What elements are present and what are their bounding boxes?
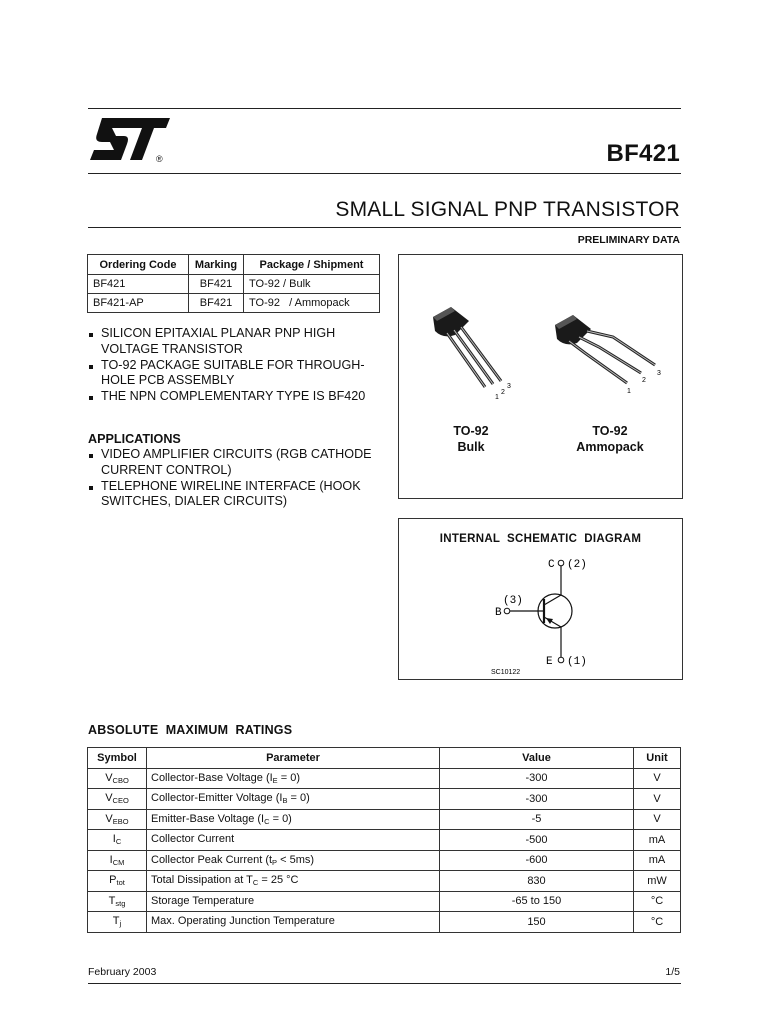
- ratings-header: Unit: [634, 748, 681, 769]
- bulk-label: [439, 423, 503, 455]
- base-pin: (3): [503, 595, 523, 607]
- registered-mark: ®: [156, 154, 163, 164]
- parameter-cell: Storage Temperature: [147, 891, 440, 912]
- symbol-cell: $T_j$: [88, 912, 147, 933]
- collector-label: C: [548, 559, 555, 571]
- parameter-cell: Collector-Base Voltage $(I_E = 0)$: [147, 768, 440, 789]
- ammo-pin-3: 3: [657, 370, 661, 377]
- ammopack-label-line1: TO-92: [592, 424, 628, 438]
- applications-heading: APPLICATIONS: [88, 432, 181, 446]
- bulk-label-line2: Bulk: [457, 440, 485, 454]
- table-row: [88, 768, 681, 789]
- unit-cell: V: [634, 809, 681, 830]
- ordering-header: Package / Shipment: [244, 255, 380, 275]
- package: TO-92 / Ammopack: [244, 294, 380, 313]
- schematic-code: SC10122: [491, 669, 521, 676]
- table-row: [88, 912, 681, 933]
- unit-cell: °C: [634, 891, 681, 912]
- ratings-header: Value: [440, 748, 634, 769]
- value-cell: -65 to 150: [440, 891, 634, 912]
- table-row: [88, 809, 681, 830]
- table-row: [88, 275, 380, 294]
- value-cell: -300: [440, 768, 634, 789]
- value-cell: -500: [440, 830, 634, 851]
- unit-cell: V: [634, 789, 681, 810]
- title-rule: [88, 227, 681, 228]
- schematic-figure: [398, 518, 683, 680]
- package-drawing: [399, 255, 682, 415]
- table-row: [88, 789, 681, 810]
- parameter-cell: Collector Current: [147, 830, 440, 851]
- st-logo: [90, 116, 172, 168]
- marking: BF421: [189, 275, 244, 294]
- parameter-cell: Emitter-Base Voltage $(I_C = 0)$: [147, 809, 440, 830]
- unit-cell: mW: [634, 871, 681, 892]
- part-number: BF421: [606, 140, 680, 167]
- footer-rule: [88, 983, 681, 984]
- unit-cell: mA: [634, 830, 681, 851]
- ammo-pin-2: 2: [642, 377, 646, 384]
- list-item: TO-92 PACKAGE SUITABLE FOR THROUGH-HOLE PCB ASSEMBLY: [88, 358, 388, 389]
- schematic-title: INTERNAL SCHEMATIC DIAGRAM: [439, 533, 642, 545]
- value-cell: -600: [440, 850, 634, 871]
- document-title: SMALL SIGNAL PNP TRANSISTOR: [335, 198, 680, 221]
- value-cell: 150: [440, 912, 634, 933]
- ratings-heading: ABSOLUTE MAXIMUM RATINGS: [88, 723, 293, 737]
- to92-bulk-drawing: [433, 307, 501, 387]
- to92-ammopack-drawing: [555, 315, 655, 383]
- page-number: 1/5: [665, 966, 680, 978]
- list-item: TELEPHONE WIRELINE INTERFACE (HOOK SWITCHES, DIALER CIRCUITS): [88, 479, 388, 510]
- ordering-code: BF421-AP: [88, 294, 189, 313]
- ratings-table: [87, 747, 681, 933]
- ammo-pin-1: 1: [627, 388, 631, 395]
- value-cell: -5: [440, 809, 634, 830]
- bulk-label-line1: TO-92: [453, 424, 489, 438]
- symbol-cell: $V_{CBO}$: [88, 768, 147, 789]
- bulk-pin-2: 2: [501, 389, 505, 396]
- preliminary-label: PRELIMINARY DATA: [577, 234, 680, 246]
- symbol-cell: $I_C$: [88, 830, 147, 851]
- parameter-cell: Max. Operating Junction Temperature: [147, 912, 440, 933]
- transistor-symbol: [399, 519, 682, 679]
- symbol-cell: $I_{CM}$: [88, 850, 147, 871]
- list-item: VIDEO AMPLIFIER CIRCUITS (RGB CATHODE CURRENT CONTROL): [88, 447, 388, 478]
- table-row: [88, 871, 681, 892]
- table-row: [88, 294, 380, 313]
- list-item: SILICON EPITAXIAL PLANAR PNP HIGH VOLTAGE TRANSISTOR: [88, 326, 388, 357]
- emitter-pin: (1): [567, 656, 587, 668]
- table-row: [88, 830, 681, 851]
- bulk-pin-3: 3: [507, 383, 511, 390]
- parameter-cell: Collector-Emitter Voltage $(I_B = 0)$: [147, 789, 440, 810]
- feature-list: [88, 326, 388, 405]
- symbol-cell: $V_{CEO}$: [88, 789, 147, 810]
- ammopack-label: [565, 423, 655, 455]
- unit-cell: mA: [634, 850, 681, 871]
- applications-list: [88, 447, 388, 510]
- bulk-pin-1: 1: [495, 394, 499, 401]
- table-row: [88, 891, 681, 912]
- ratings-header-row: [88, 748, 681, 769]
- ammopack-label-line2: Ammopack: [576, 440, 644, 454]
- package: TO-92 / Bulk: [244, 275, 380, 294]
- parameter-cell: Total Dissipation at $T_C = 25$ °C: [147, 871, 440, 892]
- symbol-cell: $T_{stg}$: [88, 891, 147, 912]
- table-row: [88, 850, 681, 871]
- base-label: B: [495, 607, 502, 619]
- parameter-cell: Collector Peak Current $(t_P < 5ms)$: [147, 850, 440, 871]
- header-rule: [88, 173, 681, 174]
- collector-pin: (2): [567, 559, 587, 571]
- unit-cell: V: [634, 768, 681, 789]
- emitter-label: E: [546, 656, 553, 668]
- value-cell: -300: [440, 789, 634, 810]
- top-rule: [88, 108, 681, 109]
- ordering-header: Ordering Code: [88, 255, 189, 275]
- symbol-cell: $P_{tot}$: [88, 871, 147, 892]
- ordering-code: BF421: [88, 275, 189, 294]
- ordering-table: [87, 254, 380, 313]
- list-item: THE NPN COMPLEMENTARY TYPE IS BF420: [88, 389, 388, 405]
- footer-date: February 2003: [88, 966, 157, 978]
- symbol-cell: $V_{EBO}$: [88, 809, 147, 830]
- ordering-header: Marking: [189, 255, 244, 275]
- ratings-header: Parameter: [147, 748, 440, 769]
- package-figure: [398, 254, 683, 499]
- ordering-header-row: [88, 255, 380, 275]
- ratings-header: Symbol: [88, 748, 147, 769]
- unit-cell: °C: [634, 912, 681, 933]
- marking: BF421: [189, 294, 244, 313]
- value-cell: 830: [440, 871, 634, 892]
